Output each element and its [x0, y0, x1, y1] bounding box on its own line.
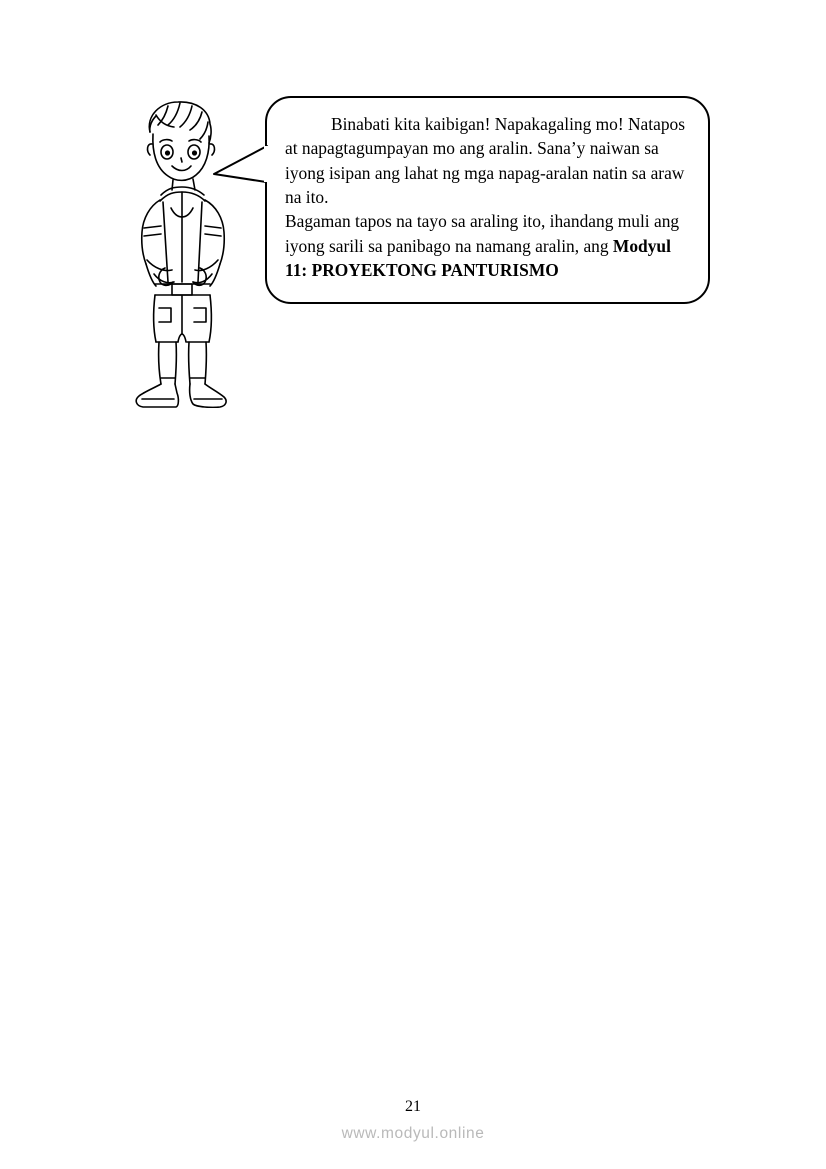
balloon-paragraph-1: Binabati kita kaibigan! Napakagaling mo! Natapos at napagtagumpayan mo ang aralin. Sana’y naiwan sa iyong isipan ang lahat ng mga napag-aralan natin sa araw na ito.: [285, 114, 685, 208]
character-line-art: [116, 96, 266, 408]
module-title: Modyul 11: PROYEKTONG PANTURISMO: [285, 235, 671, 281]
boy-character-illustration: [116, 96, 266, 408]
speech-balloon-tail: [212, 144, 268, 184]
balloon-paragraph-2: [285, 209, 692, 282]
speech-balloon-text: [285, 112, 692, 283]
page-number: 21: [405, 1098, 421, 1115]
balloon-paragraph-2-text: Bagaman tapos na tayo sa araling ito, ihandang muli ang iyong sarili sa panibago na namang aralin, ang: [285, 211, 680, 256]
watermark: www.modyul.online: [341, 1125, 485, 1142]
speech-balloon: [265, 96, 710, 304]
